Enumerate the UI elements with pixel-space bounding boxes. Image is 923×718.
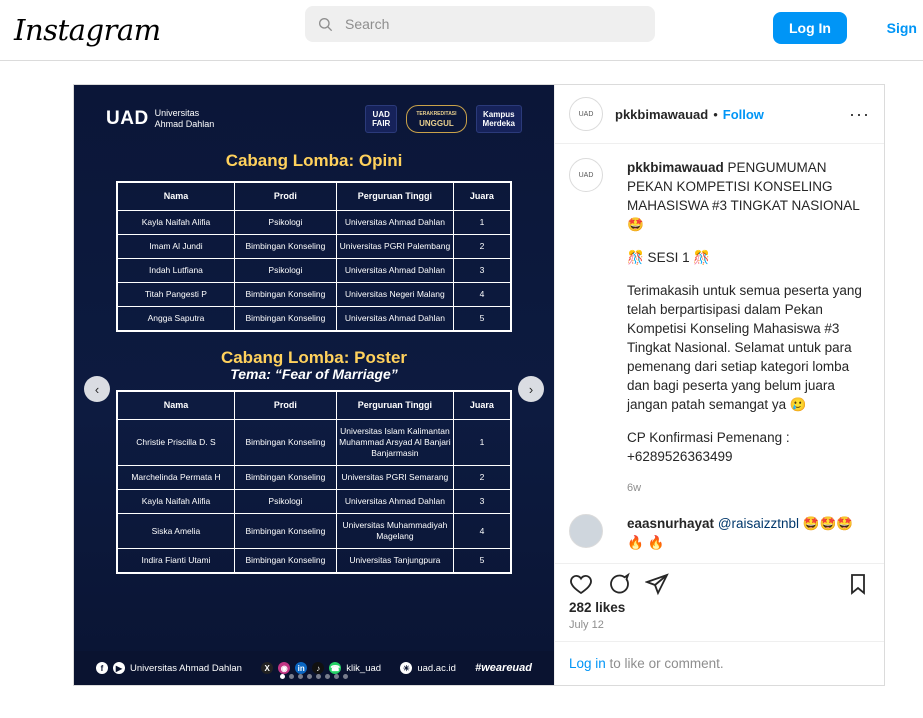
col-juara: Juara	[453, 391, 511, 420]
cell-prodi: Bimbingan Konseling	[234, 420, 336, 466]
table-row	[117, 211, 511, 235]
carousel-dots	[74, 674, 554, 679]
cell-nama: Kayla Naifah Alifia	[117, 490, 234, 514]
post-actions-bar	[555, 563, 884, 598]
cell-prodi: Psikologi	[234, 490, 336, 514]
uad-fair-line2: FAIR	[372, 119, 391, 128]
cell-nama: Titah Pangesti P	[117, 283, 234, 307]
carousel-dot[interactable]	[280, 674, 285, 679]
avatar-label: UAD	[578, 171, 594, 179]
table-row	[117, 283, 511, 307]
cell-prodi: Psikologi	[234, 211, 336, 235]
cell-pt: Universitas Ahmad Dahlan	[336, 490, 453, 514]
opini-table-wrap	[92, 181, 536, 332]
cell-pt: Universitas Tanjungpura	[336, 549, 453, 574]
cell-nama: Angga Saputra	[117, 307, 234, 332]
handle-text: klik_uad	[346, 662, 382, 674]
youtube-icon: ▶	[113, 662, 125, 674]
unggul-top: TERAKREDITASI	[416, 111, 457, 117]
table-row	[117, 420, 511, 466]
uad-logo	[106, 108, 214, 130]
hashtag-text: #weareuad	[475, 662, 532, 674]
cell-juara: 1	[453, 420, 511, 466]
avatar-label: UAD	[578, 110, 594, 118]
x-icon: X	[261, 662, 273, 674]
col-prodi: Prodi	[234, 391, 336, 420]
uad-name-line1: Universitas	[154, 108, 200, 118]
kampus-merdeka-badge	[476, 105, 522, 133]
comment-icon[interactable]	[607, 572, 631, 596]
section-poster-title: Cabang Lomba: Poster	[220, 348, 408, 367]
slide-badges	[365, 105, 522, 133]
table-row	[117, 490, 511, 514]
cell-prodi: Bimbingan Konseling	[234, 283, 336, 307]
comment-mention[interactable]: @raisaizztnbl	[717, 516, 800, 532]
sign-up-button[interactable]: Sign	[881, 12, 923, 44]
cell-nama: Christie Priscilla D. S	[117, 420, 234, 466]
uad-fair-badge	[365, 105, 397, 133]
section-opini-title: Cabang Lomba: Opini	[225, 151, 403, 170]
table-row	[117, 466, 511, 490]
add-comment-text: to like or comment.	[605, 656, 724, 671]
caption-row	[569, 158, 870, 498]
log-in-link[interactable]: Log in	[569, 656, 606, 671]
search-icon	[317, 16, 333, 32]
caption-text	[627, 158, 870, 498]
cell-juara: 2	[453, 235, 511, 259]
cell-prodi: Bimbingan Konseling	[234, 549, 336, 574]
comment-row	[569, 514, 870, 552]
cell-prodi: Psikologi	[234, 259, 336, 283]
post-side-panel	[554, 85, 884, 685]
cell-pt: Universitas Ahmad Dahlan	[336, 211, 453, 235]
globe-icon: ☀	[400, 662, 412, 674]
cell-juara: 1	[453, 211, 511, 235]
cell-juara: 5	[453, 549, 511, 574]
cell-juara: 2	[453, 466, 511, 490]
more-options-icon[interactable]: ···	[849, 104, 870, 125]
col-perguruan-tinggi: Perguruan Tinggi	[336, 182, 453, 211]
col-prodi: Prodi	[234, 182, 336, 211]
carousel-dot[interactable]	[343, 674, 348, 679]
search-input[interactable]	[343, 15, 643, 33]
caption-timestamp: 6w	[627, 482, 642, 495]
bookmark-icon[interactable]	[846, 572, 870, 596]
linkedin-icon: in	[295, 662, 307, 674]
carousel-dot[interactable]	[307, 674, 312, 679]
col-juara: Juara	[453, 182, 511, 211]
cell-pt: Universitas Ahmad Dahlan	[336, 259, 453, 283]
post-media-carousel[interactable]	[74, 85, 554, 685]
top-navigation-bar	[0, 0, 923, 61]
uad-mark: UAD	[106, 108, 149, 129]
heart-icon[interactable]	[569, 572, 593, 596]
uad-name-line2: Ahmad Dahlan	[154, 119, 215, 129]
cell-prodi: Bimbingan Konseling	[234, 466, 336, 490]
col-nama: Nama	[117, 391, 234, 420]
social-group-left	[96, 662, 242, 674]
caption-paragraph: 🎊 SESI 1 🎊	[627, 250, 711, 266]
cell-nama: Kayla Naifah Alifia	[117, 211, 234, 235]
table-row	[117, 549, 511, 574]
carousel-dot[interactable]	[298, 674, 303, 679]
caption-paragraph	[627, 158, 870, 234]
cell-nama: Imam Al Jundi	[117, 235, 234, 259]
cell-juara: 3	[453, 259, 511, 283]
caption-username[interactable]: pkkbimawauad	[627, 160, 724, 176]
carousel-prev-button[interactable]: ‹	[84, 376, 110, 402]
tiktok-icon: ♪	[312, 662, 324, 674]
avatar[interactable]	[569, 97, 603, 131]
add-comment-prompt	[555, 641, 884, 685]
carousel-dot[interactable]	[334, 674, 339, 679]
uad-fair-line1: UAD	[372, 110, 390, 119]
poster-results-table	[116, 390, 512, 574]
cell-prodi: Bimbingan Konseling	[234, 514, 336, 549]
comments-list[interactable]	[555, 144, 884, 563]
whatsapp-icon: ☎	[330, 663, 341, 673]
carousel-dot[interactable]	[325, 674, 330, 679]
cell-juara: 4	[453, 283, 511, 307]
carousel-slide	[74, 85, 554, 685]
instagram-icon: ◉	[278, 662, 290, 674]
follow-button[interactable]: Follow	[722, 106, 764, 122]
kampus-merdeka-line1: Kampus	[482, 110, 515, 119]
post-container	[73, 84, 885, 686]
log-in-button[interactable]: Log In	[773, 12, 847, 44]
table-row	[117, 514, 511, 549]
carousel-dot[interactable]	[289, 674, 294, 679]
post-header	[555, 85, 884, 144]
avatar[interactable]	[569, 158, 603, 192]
social-group-right	[261, 662, 381, 674]
cell-pt: Universitas PGRI Palembang	[336, 235, 453, 259]
table-row	[117, 307, 511, 332]
cell-nama: Siska Amelia	[117, 514, 234, 549]
separator-dot: •	[713, 106, 718, 122]
cell-pt: Universitas PGRI Semarang	[336, 466, 453, 490]
slide-brand-row	[92, 99, 536, 133]
social-handle-text: Universitas Ahmad Dahlan	[130, 662, 242, 674]
instagram-logo[interactable]: Instagram	[14, 12, 161, 47]
cell-nama: Marchelinda Permata H	[117, 466, 234, 490]
caption-paragraph: CP Konfirmasi Pemenang :	[627, 430, 790, 446]
comment-text	[627, 514, 870, 552]
cell-pt: Universitas Muhammadiyah Magelang	[336, 514, 453, 549]
table-row	[117, 235, 511, 259]
post-author-username[interactable]: pkkbimawauad	[615, 106, 709, 122]
uad-name	[155, 108, 215, 130]
carousel-next-button[interactable]: ›	[518, 376, 544, 402]
unggul-label: UNGGUL	[419, 119, 454, 128]
table-row	[117, 259, 511, 283]
website-group	[400, 662, 456, 674]
cell-pt: Universitas Negeri Malang	[336, 283, 453, 307]
website-text: uad.ac.id	[417, 662, 456, 674]
caption-paragraph: Terimakasih untuk semua peserta yang telah berpartisipasi dalam Pekan Kompetisi Konseling Mahasiswa #3 Tingkat Nasional. Selamat untuk para pemenang dari setiap kategori lomba dan bagi peserta yang belum juara jangan patah semangat ya 🥲	[627, 283, 862, 413]
caption-line-1: PENGUMUMAN PEKAN KOMPETISI KONSELING MAHASISWA #3 TINGKAT NASIONAL 🤩	[627, 160, 860, 233]
comment-emojis: 🤩🤩🤩🔥 🔥	[627, 516, 854, 551]
comment-username[interactable]: eaasnurhayat	[627, 516, 715, 532]
carousel-dot[interactable]	[316, 674, 321, 679]
cell-juara: 3	[453, 490, 511, 514]
opini-results-table	[116, 181, 512, 332]
facebook-icon: f	[96, 662, 108, 674]
cell-pt: Universitas Islam Kalimantan Muhammad Arsyad Al Banjari Banjarmasin	[336, 420, 453, 466]
cell-nama: Indah Lutfiana	[117, 259, 234, 283]
kampus-merdeka-line2: Merdeka	[482, 119, 515, 128]
table-header-row	[117, 182, 511, 211]
avatar[interactable]	[569, 514, 603, 548]
cell-prodi: Bimbingan Konseling	[234, 235, 336, 259]
post-date: July 12	[569, 619, 604, 631]
cell-pt: Universitas Ahmad Dahlan	[336, 307, 453, 332]
slide-footer-bar	[74, 651, 554, 685]
caption-paragraph: +6289526363499	[627, 449, 733, 465]
unggul-badge	[406, 105, 466, 133]
poster-table-wrap	[92, 390, 536, 574]
section-poster-subtitle: Tema: “Fear of Marriage”	[230, 366, 398, 382]
cell-nama: Indira Fianti Utami	[117, 549, 234, 574]
like-count: 282 likes	[569, 600, 626, 615]
share-icon[interactable]	[645, 572, 669, 596]
cell-juara: 5	[453, 307, 511, 332]
cell-juara: 4	[453, 514, 511, 549]
search-box[interactable]	[305, 6, 655, 42]
cell-prodi: Bimbingan Konseling	[234, 307, 336, 332]
col-perguruan-tinggi: Perguruan Tinggi	[336, 391, 453, 420]
table-header-row	[117, 391, 511, 420]
col-nama: Nama	[117, 182, 234, 211]
